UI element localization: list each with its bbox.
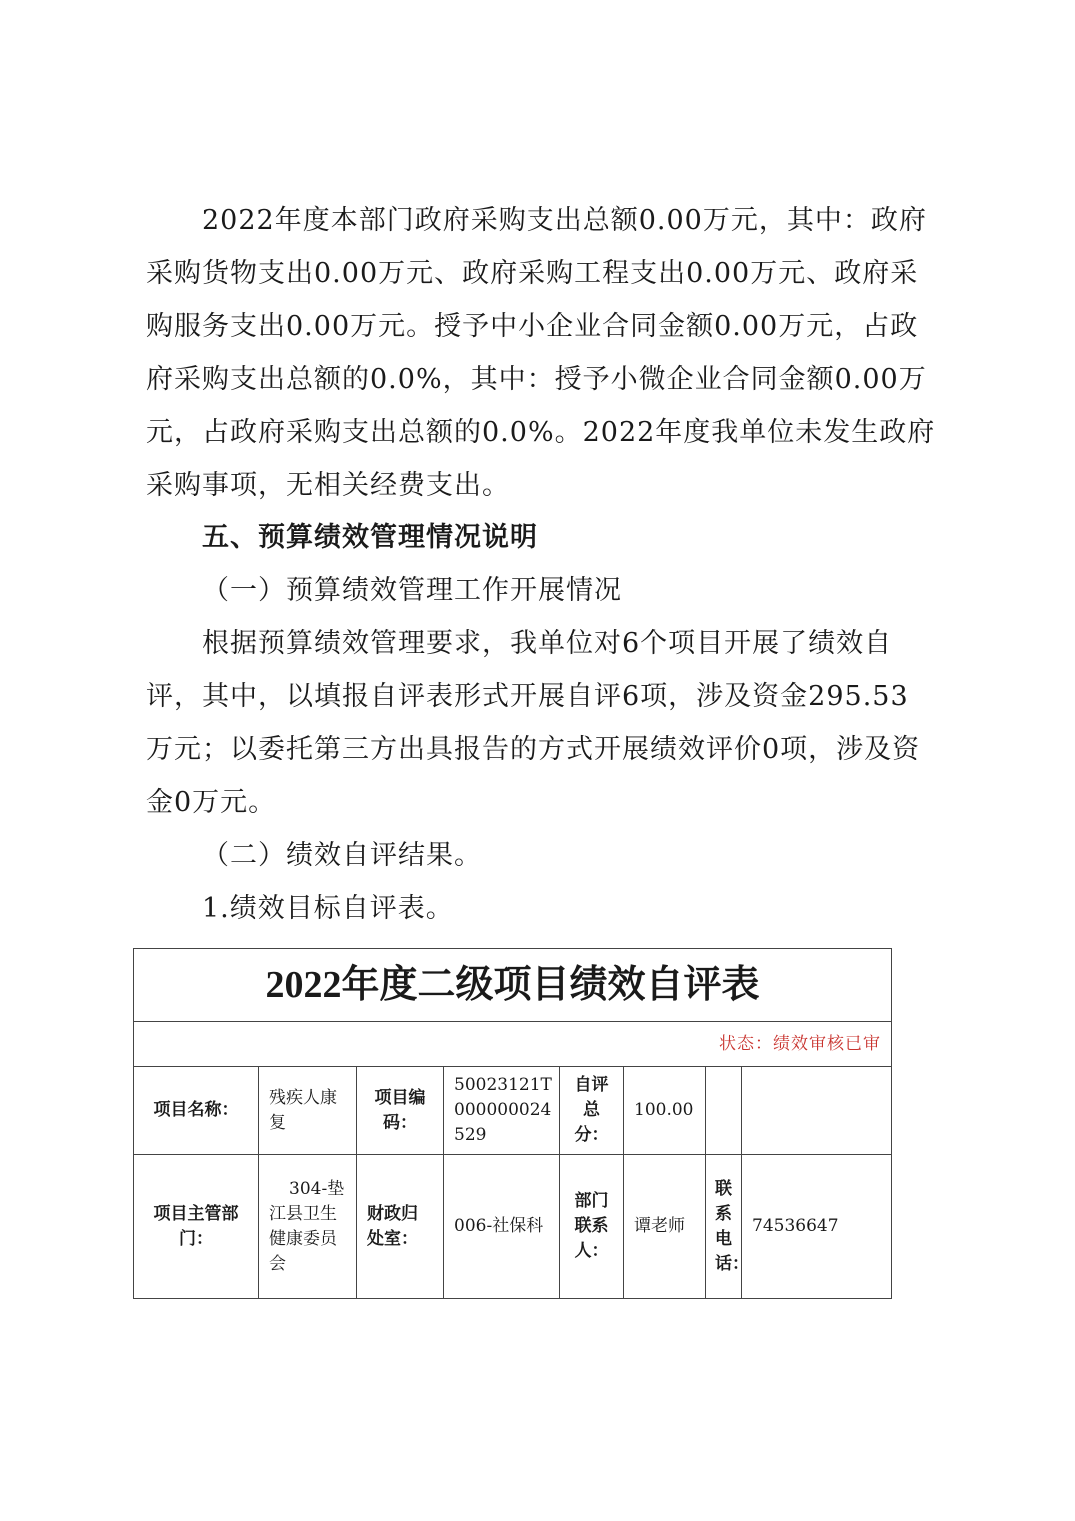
contact-label: 部门联系人： xyxy=(560,1155,624,1299)
finance-value: 006-社保科 xyxy=(444,1155,560,1299)
self-evaluation-table xyxy=(133,948,892,1299)
performance-paragraph: 根据预算绩效管理要求，我单位对6个项目开展了绩效自评，其中，以填报自评表形式开展自评6项，涉及资金295.53万元；以委托第三方出具报告的方式开展绩效评价0项，涉及资金0万元。 xyxy=(146,628,921,818)
section-heading-budget-performance: 五、预算绩效管理情况说明 xyxy=(202,522,538,553)
phone-label: 联系电话： xyxy=(706,1155,742,1299)
status-text: 状态：绩效审核已审 xyxy=(719,1033,882,1054)
project-code-value: 50023121T000000024529 xyxy=(444,1067,560,1155)
empty-cell-1 xyxy=(706,1067,742,1155)
table-title: 2022年度二级项目绩效自评表 xyxy=(134,949,892,1022)
project-code-label: 项目编码： xyxy=(357,1067,444,1155)
contact-value: 谭老师 xyxy=(624,1155,706,1299)
dept-label: 项目主管部门： xyxy=(134,1155,259,1299)
score-label: 自评总分： xyxy=(560,1067,624,1155)
project-name-value: 残疾人康复 xyxy=(259,1067,357,1155)
score-value: 100.00 xyxy=(624,1067,706,1155)
status-row xyxy=(134,1022,892,1067)
project-name-label: 项目名称： xyxy=(134,1067,259,1155)
item-heading-self-eval-table: 1.绩效目标自评表。 xyxy=(202,893,454,924)
procurement-paragraph: 2022年度本部门政府采购支出总额0.00万元，其中：政府采购货物支出0.00万元、政府采购工程支出0.00万元、政府采购服务支出0.00万元。授予中小企业合同金额0.00万元，占政府采购支出总额的0.0%，其中：授予小微企业合同金额0.00万元，占政府采购支出总额的0.0%。2022年度我单位未发生政府采购事项，无相关经费支出。 xyxy=(146,205,936,501)
subsection-heading-work: （一）预算绩效管理工作开展情况 xyxy=(202,575,622,606)
subsection-heading-results: （二）绩效自评结果。 xyxy=(202,840,482,871)
phone-value: 74536647 xyxy=(742,1155,892,1299)
dept-value: 304-垫江县卫生健康委员会 xyxy=(259,1155,357,1299)
finance-label: 财政归处室： xyxy=(357,1155,444,1299)
empty-cell-2 xyxy=(742,1067,892,1155)
